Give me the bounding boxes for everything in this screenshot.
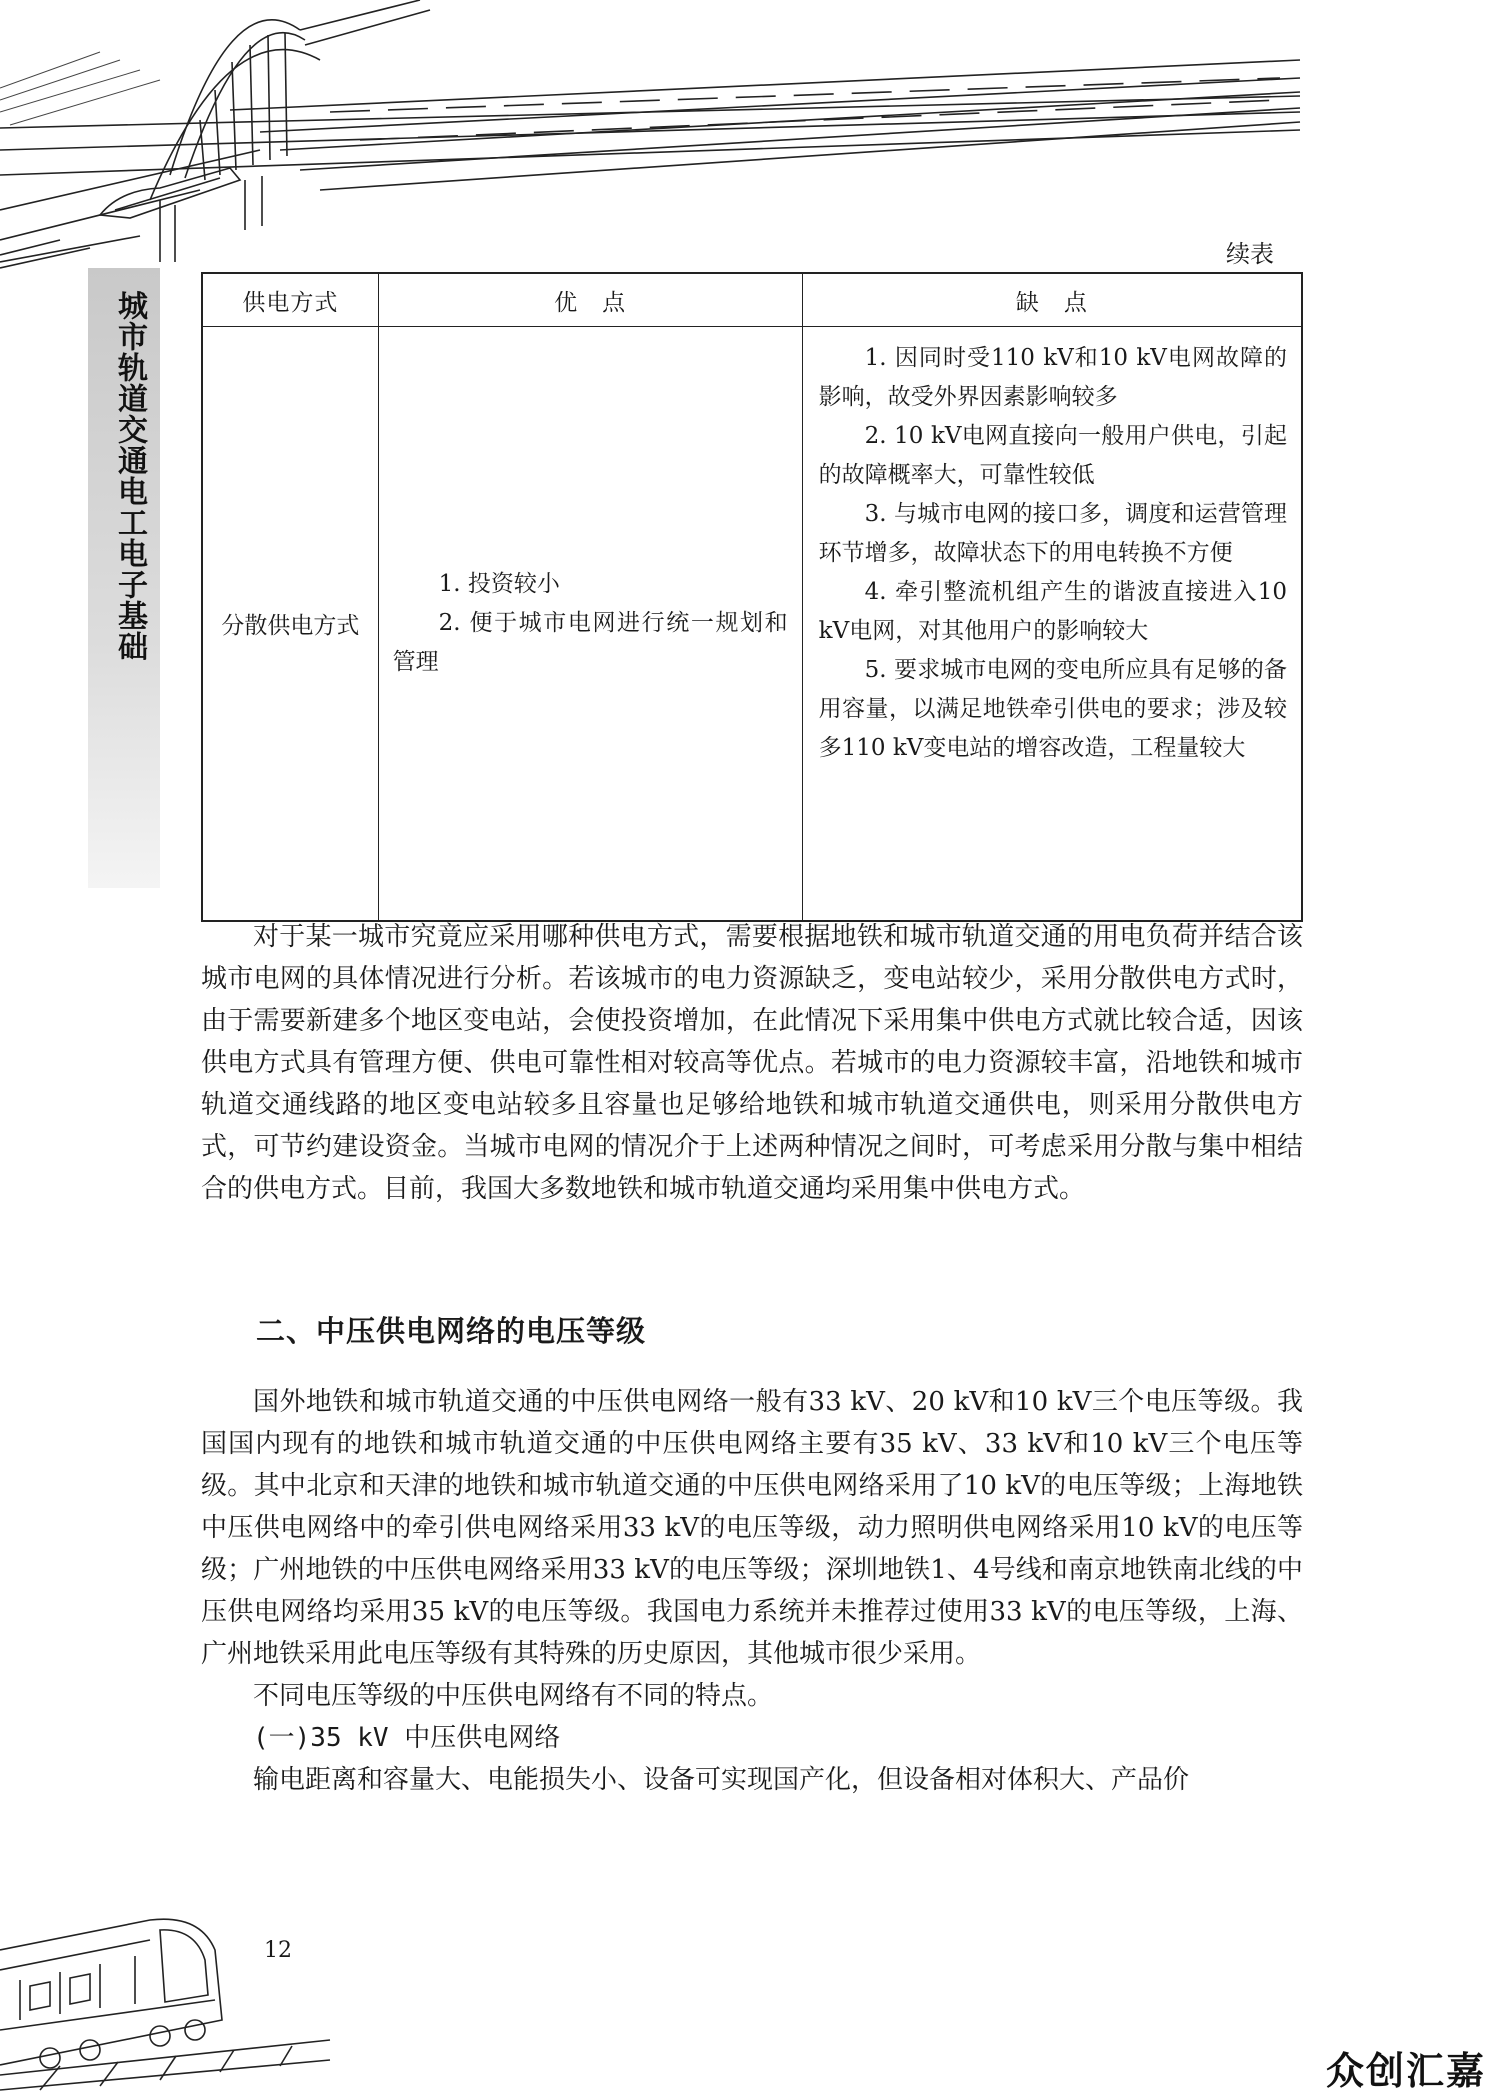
metro-train-illustration [0,1890,340,2094]
body-paragraph-block-1 [201,916,1303,1210]
page-number: 12 [264,1938,292,1963]
disadvantage-item: 5. 要求城市电网的变电所应具有足够的备用容量，以满足地铁牵引供电的要求；涉及较多110 kV变电站的增容改造，工程量较大 [818,657,1287,761]
sub-heading: (一)35 kV 中压供电网络 [253,1723,561,1753]
header-supply-method: 供电方式 [202,273,378,327]
section-heading: 二、中压供电网络的电压等级 [256,1314,647,1348]
disadvantage-item: 3. 与城市电网的接口多，调度和运营管理环节增多，故障状态下的用电转换不方便 [818,501,1287,566]
body-paragraph: 不同电压等级的中压供电网络有不同的特点。 [253,1681,774,1711]
advantage-item: 2. 便于城市电网进行统一规划和管理 [392,609,788,675]
body-paragraph-block-2 [201,1381,1303,1801]
body-paragraph: 输电距离和容量大、电能损失小、设备可实现国产化，但设备相对体积大、产品价 [253,1765,1190,1795]
continued-table-label: 续表 [1226,240,1274,268]
table-header-row [202,273,1302,327]
disadvantage-item: 1. 因同时受110 kV和10 kV电网故障的影响，故受外界因素影响较多 [818,345,1287,410]
advantage-item: 1. 投资较小 [438,570,560,597]
bridge-train-illustration [0,0,1504,270]
watermark-logo: 众创汇嘉 [1326,2049,1487,2093]
disadvantage-item: 2. 10 kV电网直接向一般用户供电，引起的故障概率大，可靠性较低 [818,423,1287,488]
cell-supply-method: 分散供电方式 [202,327,378,921]
book-side-title: 城市轨道交通电工电子基础 [112,290,147,662]
disadvantage-item: 4. 牵引整流机组产生的谐波直接进入10 kV电网，对其他用户的影响较大 [818,579,1287,644]
body-paragraph: 对于某一城市究竟应采用哪种供电方式，需要根据地铁和城市轨道交通的用电负荷并结合该城市电网的具体情况进行分析。若该城市的电力资源缺乏，变电站较少，采用分散供电方式时，由于需要新建多个地区变电站，会使投资增加，在此情况下采用集中供电方式就比较合适，因该供电方式具有管理方便、供电可靠性相对较高等优点。若城市的电力资源较丰富，沿地铁和城市轨道交通线路的地区变电站较多且容量也足够给地铁和城市轨道交通供电，则采用分散供电方式，可节约建设资金。当城市电网的情况介于上述两种情况之间时，可考虑采用分散与集中相结合的供电方式。目前，我国大多数地铁和城市轨道交通均采用集中供电方式。 [201,922,1303,1204]
cell-advantages [378,327,802,921]
table-row [202,327,1302,921]
power-supply-comparison-table [201,272,1303,922]
header-advantages: 优 点 [378,273,802,327]
cell-disadvantages [802,327,1302,921]
body-paragraph: 国外地铁和城市轨道交通的中压供电网络一般有33 kV、20 kV和10 kV三个电压等级。我国国内现有的地铁和城市轨道交通的中压供电网络主要有35 kV、33 kV和10 kV三个电压等级。其中北京和天津的地铁和城市轨道交通的中压供电网络采用了10 kV的电压等级；上海地铁中压供电网络中的牵引供电网络采用33 kV的电压等级，动力照明供电网络采用10 kV的电压等级；广州地铁的中压供电网络采用33 kV的电压等级；深圳地铁1、4号线和南京地铁南北线的中压供电网络均采用35 kV的电压等级。我国电力系统并未推荐过使用33 kV的电压等级，上海、广州地铁采用此电压等级有其特殊的历史原因，其他城市很少采用。 [201,1387,1304,1669]
header-disadvantages: 缺 点 [802,273,1302,327]
